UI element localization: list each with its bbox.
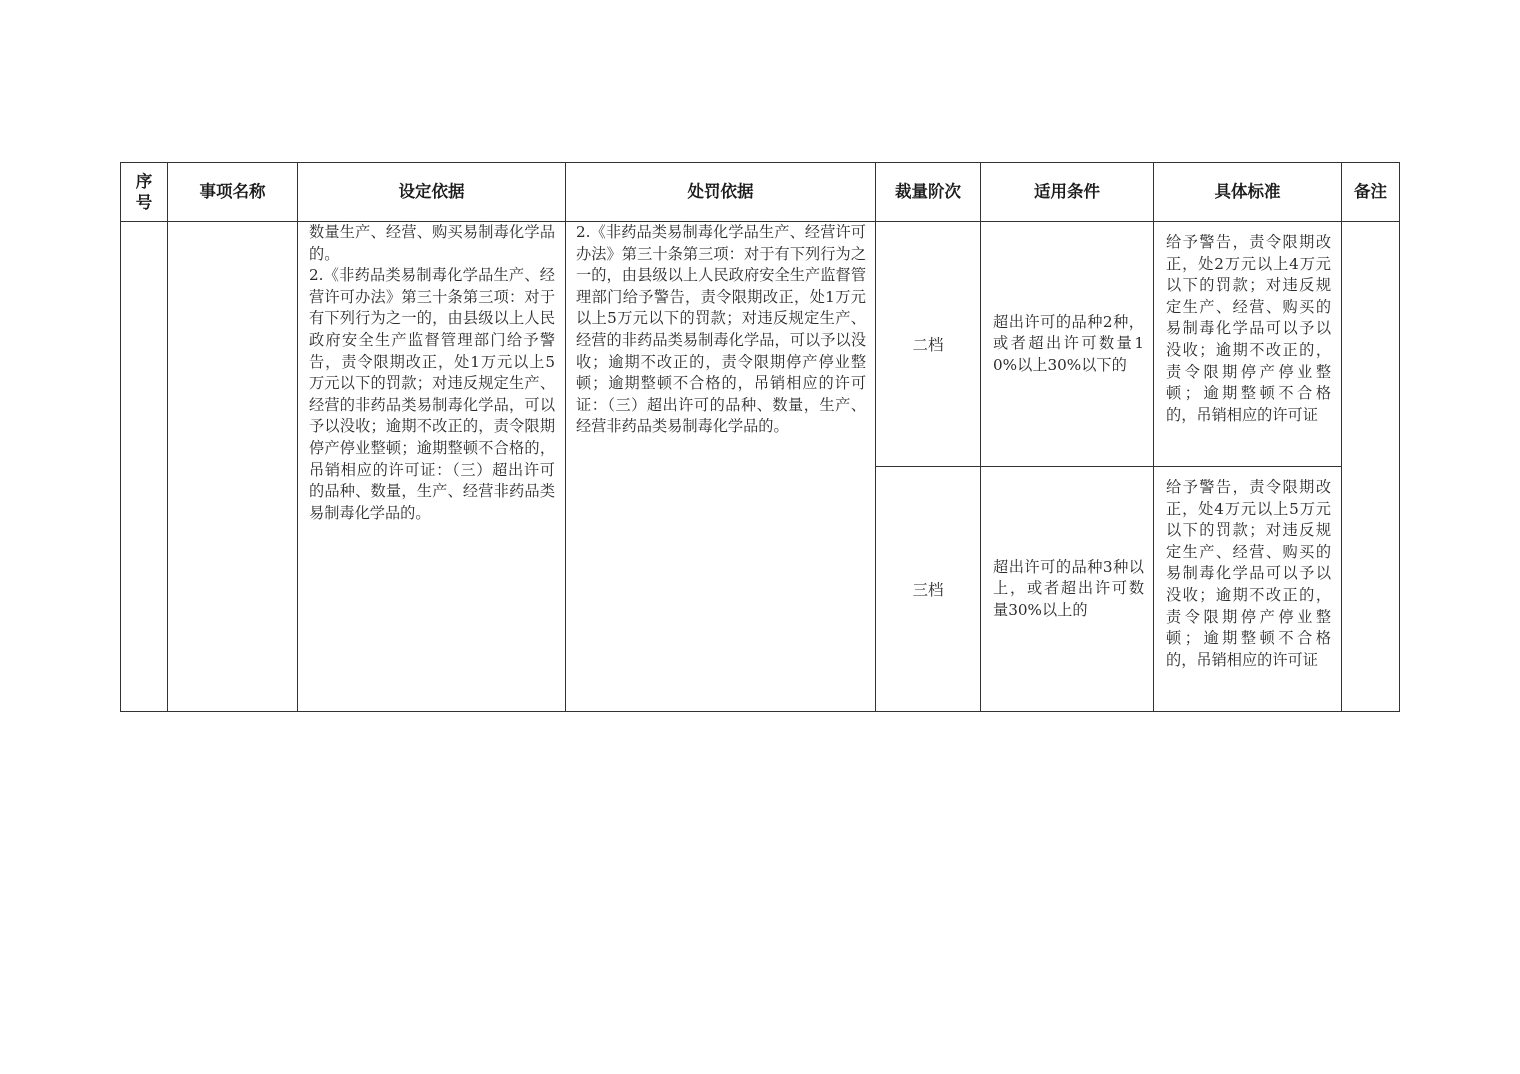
cell-standard-3 (1154, 467, 1342, 712)
penalty-discretion-table (120, 162, 1400, 712)
condition-3-text: 超出许可的品种3种以上，或者超出许可数量30%以上的 (993, 557, 1144, 619)
standard-2-text: 给予警告，责令限期改正，处2万元以上4万元以下的罚款；对违反规定生产、经营、购买的易制毒化学品可以予以没收；逾期不改正的，责令限期停产停业整顿；逾期整顿不合格的，吊销相应的许可证 (1166, 233, 1331, 424)
header-remarks: 备注 (1342, 163, 1400, 222)
header-item-name: 事项名称 (168, 163, 298, 222)
cell-condition-2 (981, 222, 1154, 467)
cell-level-3: 三档 (876, 467, 981, 712)
cell-penalty-basis (566, 222, 876, 712)
cell-standard-2 (1154, 222, 1342, 467)
header-penalty-basis: 处罚依据 (566, 163, 876, 222)
cell-seq (121, 222, 168, 712)
cell-remarks (1342, 222, 1400, 712)
cell-item-name (168, 222, 298, 712)
table-row (121, 222, 1400, 467)
header-conditions: 适用条件 (981, 163, 1154, 222)
table-header-row (121, 163, 1400, 222)
cell-setting-basis (298, 222, 566, 712)
cell-level-2: 二档 (876, 222, 981, 467)
header-seq: 序号 (121, 163, 168, 222)
header-standard: 具体标准 (1154, 163, 1342, 222)
penalty-basis-text: 2.《非药品类易制毒化学品生产、经营许可办法》第三十条第三项：对于有下列行为之一的，由县级以上人民政府安全生产监督管理部门给予警告，责令限期改正，处1万元以上5万元以下的罚款；对违反规定生产、经营的非药品类易制毒化学品，可以予以没收；逾期不改正的，责令限期停产停业整顿；逾期整顿不合格的，吊销相应的许可证：（三）超出许可的品种、数量，生产、经营非药品类易制毒化学品的。 (576, 223, 866, 436)
setting-basis-text: 数量生产、经营、购买易制毒化学品的。 2.《非药品类易制毒化学品生产、经营许可办法》第三十条第三项：对于有下列行为之一的，由县级以上人民政府安全生产监督管理部门给予警告，责令限期改正，处1万元以上5万元以下的罚款；对违反规定生产、经营的非药品类易制毒化学品，可以予以没收；逾期不改正的，责令限期停产停业整顿；逾期整顿不合格的，吊销相应的许可证：（三）超出许可的品种、数量，生产、经营非药品类易制毒化学品的。 (309, 223, 555, 522)
cell-condition-3 (981, 467, 1154, 712)
standard-3-text: 给予警告，责令限期改正，处4万元以上5万元以下的罚款；对违反规定生产、经营、购买的易制毒化学品可以予以没收；逾期不改正的，责令限期停产停业整顿；逾期整顿不合格的，吊销相应的许可证 (1166, 478, 1331, 669)
header-setting-basis: 设定依据 (298, 163, 566, 222)
condition-2-text: 超出许可的品种2种，或者超出许可数量10%以上30%以下的 (993, 312, 1144, 374)
header-discretion-level: 裁量阶次 (876, 163, 981, 222)
